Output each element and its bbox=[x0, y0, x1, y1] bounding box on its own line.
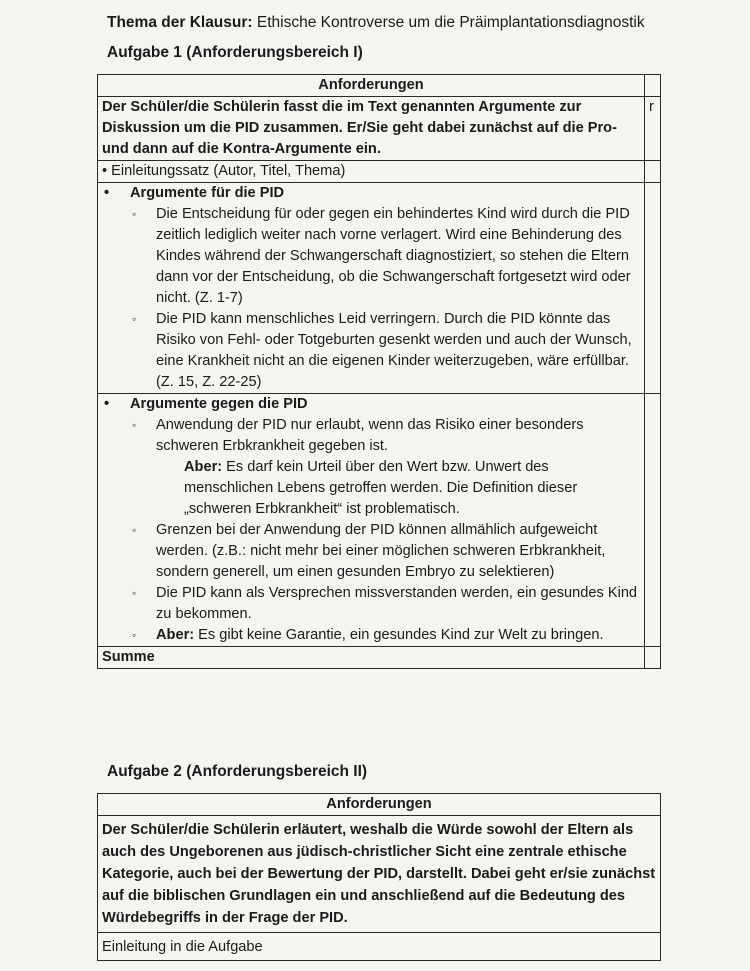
task1-pro-cell bbox=[98, 183, 645, 394]
list-item bbox=[130, 204, 640, 309]
task1-sum-cell: Summe bbox=[98, 647, 645, 669]
bullet-icon: • bbox=[104, 185, 110, 201]
header-label: Thema der Klausur: bbox=[107, 14, 253, 31]
task2-header-row bbox=[98, 794, 661, 816]
list-item bbox=[130, 415, 640, 520]
task1-heading: Aufgabe 1 (Anforderungsbereich I) bbox=[107, 44, 363, 61]
task1-side-cell bbox=[645, 647, 661, 669]
task2-first-row bbox=[98, 933, 661, 961]
contra-item-1: Anwendung der PID nur erlaubt, wenn das Risiko einer besonders schweren Erbkrankheit gegeben ist. bbox=[156, 417, 584, 454]
circle-bullet-icon: ◦ bbox=[132, 628, 137, 642]
aber-text: Es darf kein Urteil über den Wert bzw. Unwert des menschlichen Lebens getroffen werden. Die Definition dieser „schweren Erbkrankheit“ ist problematisch. bbox=[184, 459, 578, 517]
task1-intro-sentence-row bbox=[98, 161, 661, 183]
contra-item-2: Grenzen bei der Anwendung der PID können allmählich aufgeweicht werden. (z.B.: nicht mehr bei einer möglichen schweren Erbkrankheit, sondern generell, um einen gesunden Embryo zu selektieren) bbox=[156, 522, 606, 580]
contra-section bbox=[102, 394, 640, 646]
list-item bbox=[130, 625, 640, 646]
task1-header-row bbox=[98, 75, 661, 97]
pro-heading: Argumente für die PID bbox=[130, 185, 285, 201]
task1-table bbox=[97, 74, 661, 669]
contra-item-1-aber bbox=[156, 457, 640, 520]
task1-side-cell bbox=[645, 183, 661, 394]
task2-heading: Aufgabe 2 (Anforderungsbereich II) bbox=[107, 763, 368, 780]
circle-bullet-icon: ◦ bbox=[132, 207, 137, 221]
contra-heading: Argumente gegen die PID bbox=[130, 396, 308, 412]
bullet-icon: • bbox=[104, 396, 110, 412]
task1-side-cell bbox=[645, 394, 661, 647]
contra-item-4-label: Aber: bbox=[156, 627, 195, 643]
circle-bullet-icon: ◦ bbox=[132, 312, 137, 326]
circle-bullet-icon: ◦ bbox=[132, 586, 137, 600]
task1-intro-side-cell: r bbox=[645, 97, 661, 161]
task1-contra-row bbox=[98, 394, 661, 647]
task1-header-cell: Anforderungen bbox=[98, 75, 645, 97]
list-item bbox=[130, 309, 640, 393]
task1-pro-row bbox=[98, 183, 661, 394]
aber-label: Aber: bbox=[184, 459, 223, 475]
task1-side-header-cell bbox=[645, 75, 661, 97]
task1-contra-cell bbox=[98, 394, 645, 647]
task1-intro-cell: Der Schüler/die Schülerin fasst die im Text genannten Argumente zur Diskussion um die PID zusammen. Er/Sie geht dabei zunächst auf die Pro- und dann auf die Kontra-Argumente ein. bbox=[98, 97, 645, 161]
circle-bullet-icon: ◦ bbox=[132, 418, 137, 432]
header-topic: Ethische Kontroverse um die Präimplantationsdiagnostik bbox=[256, 14, 645, 31]
contra-item-4: Es gibt keine Garantie, ein gesundes Kind zur Welt zu bringen. bbox=[198, 627, 604, 643]
task1-sum-row bbox=[98, 647, 661, 669]
task2-first-cell: Einleitung in die Aufgabe bbox=[98, 933, 661, 961]
list-item bbox=[130, 520, 640, 583]
list-item bbox=[130, 583, 640, 625]
task2-table bbox=[97, 793, 661, 961]
pro-item-2: Die PID kann menschliches Leid verringern. Durch die PID könnte das Risiko von Fehl- oder Totgeburten gesenkt werden und auch der Wunsch, eine Krankheit nicht an die eigenen Kinder weiterzugeben, wäre erfüllbar. (Z. 15, Z. 22-25) bbox=[156, 311, 632, 390]
task1-side-cell bbox=[645, 161, 661, 183]
pro-item-1: Die Entscheidung für oder gegen ein behindertes Kind wird durch die PID zeitlich lediglich weiter nach vorne verlagert. Wird eine Behinderung des Kindes während der Schwangerschaft diagnostiziert, so stehen die Eltern dann vor der Entscheidung, ob die Schwangerschaft fortgesetzt wird oder nicht. (Z. 1-7) bbox=[156, 206, 631, 306]
circle-bullet-icon: ◦ bbox=[132, 523, 137, 537]
page-title bbox=[107, 14, 645, 32]
task1-intro-row bbox=[98, 97, 661, 161]
contra-item-3: Die PID kann als Versprechen missverstanden werden, ein gesundes Kind zu bekommen. bbox=[156, 585, 638, 622]
task2-intro-row bbox=[98, 816, 661, 933]
task2-intro-cell: Der Schüler/die Schülerin erläutert, weshalb die Würde sowohl der Eltern als auch des Ungeborenen aus jüdisch-christlicher Sicht eine zentrale ethische Kategorie, auch bei der Bewertung der PID, darstellt. Dabei geht er/sie zunächst auf die biblischen Grundlagen ein und anschließend auf die Bedeutung des Würdebegriffs in der Frage der PID. bbox=[98, 816, 661, 933]
task1-intro-sentence-cell: • Einleitungssatz (Autor, Titel, Thema) bbox=[98, 161, 645, 183]
task2-header-cell: Anforderungen bbox=[98, 794, 661, 816]
pro-section bbox=[102, 183, 640, 393]
